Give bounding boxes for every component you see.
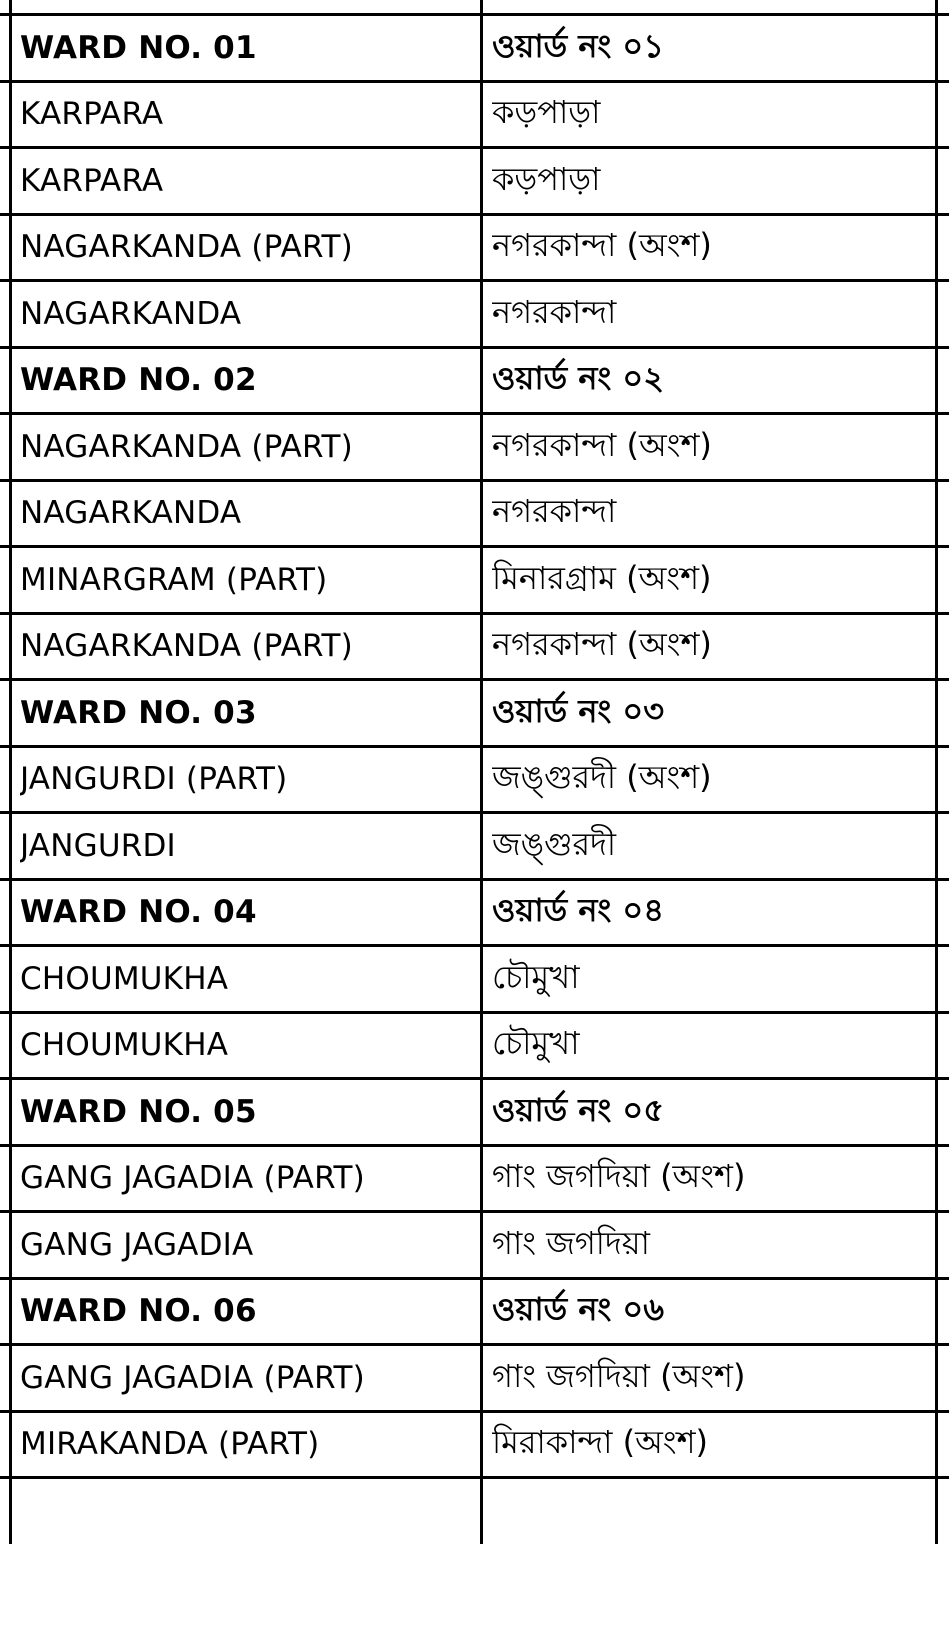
place-name-english: KARPARA [20,162,164,199]
place-name-bengali: মিনারগ্রাম (অংশ) [492,558,712,597]
table-row [0,814,949,881]
table-row [0,615,949,682]
place-name-english: MIRAKANDA (PART) [20,1426,320,1463]
column-divider [480,0,483,1544]
table-right-border [935,0,938,1544]
ward-number-bengali: ওয়ার্ড নং ০২ [492,359,665,398]
ward-header-row [0,16,949,83]
table-row [0,149,949,216]
ward-number-english: WARD NO. 03 [20,694,257,731]
table-row [0,1413,949,1480]
place-name-english: JANGURDI (PART) [20,761,288,798]
ward-number-bengali: ওয়ার্ড নং ০৬ [492,1290,665,1329]
place-name-bengali: নগরকান্দা (অংশ) [492,226,712,265]
place-name-bengali: নগরকান্দা (অংশ) [492,625,712,664]
table-row [0,1213,949,1280]
table-row [0,748,949,815]
table-row [0,947,949,1014]
place-name-english: CHOUMUKHA [20,1027,229,1064]
ward-header-row [0,1280,949,1347]
ward-number-bengali: ওয়ার্ড নং ০৫ [492,1090,664,1129]
table-row [0,548,949,615]
ward-number-bengali: ওয়ার্ড নং ০১ [492,26,664,65]
place-name-english: NAGARKANDA [20,495,242,532]
place-name-english: CHOUMUKHA [20,960,229,997]
place-name-english: NAGARKANDA (PART) [20,229,353,266]
table-left-border [9,0,12,1544]
place-name-bengali: কড়পাড়া [492,93,601,132]
ward-number-english: WARD NO. 02 [20,362,257,399]
place-name-bengali: নগরকান্দা (অংশ) [492,425,712,464]
place-name-bengali: গাং জগদিয়া (অংশ) [492,1356,746,1395]
ward-number-bengali: ওয়ার্ড নং ০৪ [492,891,664,930]
ward-header-row [0,681,949,748]
place-name-bengali: চৌমুখা [492,957,580,996]
place-name-english: GANG JAGADIA (PART) [20,1160,365,1197]
place-name-english: NAGARKANDA (PART) [20,628,353,665]
table-row [0,1346,949,1413]
place-name-bengali: গাং জগদিয়া (অংশ) [492,1157,746,1196]
place-name-english: KARPARA [20,96,164,133]
place-name-bengali: জঙ্গুরদী [492,824,617,863]
place-name-bengali: চৌমুখা [492,1024,580,1063]
ward-number-english: WARD NO. 06 [20,1293,257,1330]
ward-header-row [0,1080,949,1147]
place-name-english: NAGARKANDA (PART) [20,428,353,465]
table-row [0,216,949,283]
place-name-english: GANG JAGADIA (PART) [20,1359,365,1396]
ward-header-row [0,881,949,948]
place-name-bengali: কড়পাড়া [492,159,601,198]
place-name-bengali: নগরকান্দা [492,492,617,531]
ward-table [0,13,949,1479]
ward-number-english: WARD NO. 01 [20,29,257,66]
table-row [0,482,949,549]
table-row [0,282,949,349]
place-name-bengali: নগরকান্দা [492,292,617,331]
table-row [0,83,949,150]
ward-number-english: WARD NO. 05 [20,1093,257,1130]
table-row [0,1147,949,1214]
ward-number-english: WARD NO. 04 [20,894,257,931]
place-name-english: NAGARKANDA [20,295,242,332]
place-name-english: GANG JAGADIA [20,1226,254,1263]
place-name-english: JANGURDI [20,827,176,864]
place-name-bengali: জঙ্গুরদী (অংশ) [492,758,712,797]
place-name-bengali: মিরাকান্দা (অংশ) [492,1423,708,1462]
place-name-bengali: গাং জগদিয়া [492,1223,650,1262]
table-row [0,415,949,482]
table-row [0,1014,949,1081]
ward-number-bengali: ওয়ার্ড নং ০৩ [492,691,665,730]
ward-header-row [0,349,949,416]
place-name-english: MINARGRAM (PART) [20,561,328,598]
